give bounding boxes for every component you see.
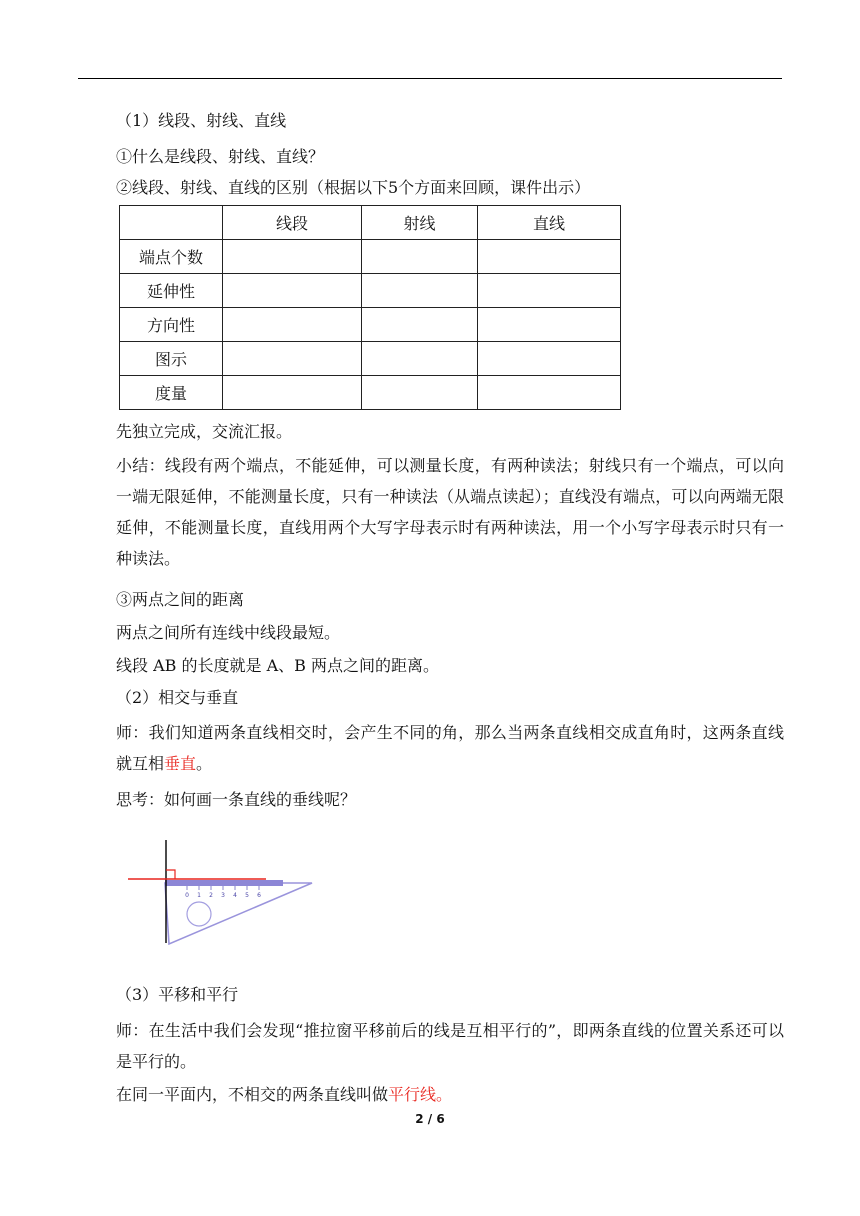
table-cell <box>478 342 621 376</box>
teacher-paragraph-parallel <box>116 1015 784 1077</box>
parallel-definition <box>116 1085 452 1105</box>
question-2: ②线段、射线、直线的区别（根据以下5个方面来回顾，课件出示） <box>116 178 591 197</box>
row-label: 端点个数 <box>120 240 223 274</box>
table-cell <box>223 342 362 376</box>
summary-paragraph <box>116 450 784 574</box>
section1-heading: （1）线段、射线、直线 <box>116 111 287 130</box>
row-label: 度量 <box>120 376 223 410</box>
definition-text: 在同一平面内，不相交的两条直线叫做 <box>116 1085 389 1104</box>
tick-label: 4 <box>233 892 237 899</box>
row-label: 延伸性 <box>120 274 223 308</box>
ruler-band <box>165 880 283 886</box>
table-row <box>120 342 621 376</box>
tick-label: 3 <box>221 892 225 899</box>
tick-label: 5 <box>245 892 249 899</box>
table-cell <box>478 308 621 342</box>
table-cell <box>362 274 478 308</box>
header-rule <box>78 78 782 79</box>
highlight-parallel: 平行线。 <box>388 1085 453 1104</box>
distance-heading: ③两点之间的距离 <box>116 590 245 609</box>
table-header-cell: 直线 <box>478 206 621 240</box>
table-cell <box>362 342 478 376</box>
comparison-table <box>119 205 621 410</box>
table-row <box>120 308 621 342</box>
set-square-figure <box>124 838 319 948</box>
tick-label: 2 <box>209 892 213 899</box>
ruler-ticks <box>187 886 259 890</box>
table-row <box>120 376 621 410</box>
table-cell <box>478 240 621 274</box>
summary-text: 小结：线段有两个端点，不能延伸，可以测量长度，有两种读法；射线只有一个端点，可以向一端无限延伸，不能测量长度，只有一种读法（从端点读起）；直线没有端点，可以向两端无限延伸，不能测量长度，直线用两个大写字母表示时有两种读法，用一个小写字母表示时只有一种读法。 <box>116 456 784 568</box>
ruler-tick-labels <box>185 892 261 899</box>
table-row <box>120 274 621 308</box>
teacher-end: 。 <box>196 754 213 773</box>
highlight-perpendicular: 垂直 <box>164 754 197 773</box>
page-number: 2 / 6 <box>415 1112 445 1126</box>
question-1: ①什么是线段、射线、直线？ <box>116 147 325 166</box>
table-header-cell: 线段 <box>223 206 362 240</box>
after-table-text: 先独立完成，交流汇报。 <box>116 422 293 441</box>
table-cell <box>478 274 621 308</box>
tick-label: 6 <box>257 892 261 899</box>
tick-label: 1 <box>197 892 201 899</box>
teacher-paragraph-perpendicular <box>116 717 784 779</box>
row-label: 图示 <box>120 342 223 376</box>
circle-cutout <box>187 902 211 926</box>
table-header-row <box>120 206 621 240</box>
right-angle-mark <box>166 870 175 879</box>
table-cell <box>362 240 478 274</box>
table-cell <box>223 308 362 342</box>
row-label: 方向性 <box>120 308 223 342</box>
section2-heading: （2）相交与垂直 <box>116 688 239 707</box>
tick-label: 0 <box>185 892 189 899</box>
table-cell <box>362 308 478 342</box>
teacher-text: 师：我们知道两条直线相交时，会产生不同的角，那么当两条直线相交成直角时，这两条直线就互相 <box>116 723 784 773</box>
table-cell <box>478 376 621 410</box>
teacher-text-parallel: 师：在生活中我们会发现“推拉窗平移前后的线是互相平行的”，即两条直线的位置关系还可以是平行的。 <box>116 1021 784 1071</box>
table-cell <box>362 376 478 410</box>
section3-heading: （3）平移和平行 <box>116 985 239 1004</box>
table-row <box>120 240 621 274</box>
distance-line-2: 线段 AB 的长度就是 A、B 两点之间的距离。 <box>116 656 439 675</box>
table-cell <box>223 274 362 308</box>
think-question: 思考：如何画一条直线的垂线呢？ <box>116 790 357 809</box>
table-cell <box>223 376 362 410</box>
distance-line-1: 两点之间所有连线中线段最短。 <box>116 623 341 642</box>
table-header-cell: 射线 <box>362 206 478 240</box>
table-cell <box>223 240 362 274</box>
table-header-cell <box>120 206 223 240</box>
